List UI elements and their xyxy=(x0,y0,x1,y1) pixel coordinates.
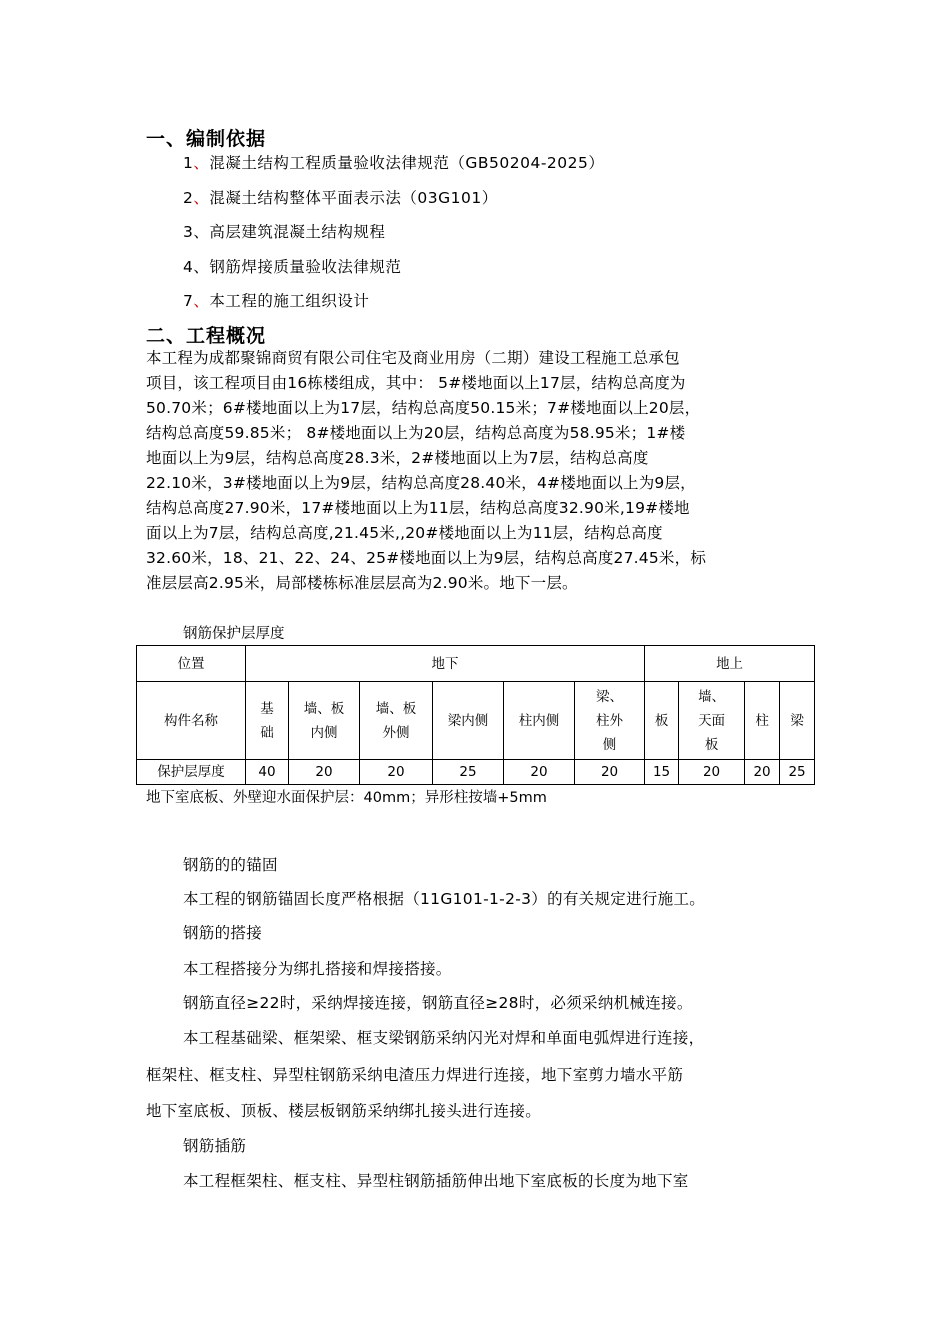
cell-component-label: 构件名称 xyxy=(137,682,246,760)
paragraph-connection-1: 本工程基础梁、框架梁、框支梁钢筋采纳闪光对焊和单面电弧焊进行连接， xyxy=(183,1029,705,1047)
basis-item-separator: 、 xyxy=(193,223,210,241)
basis-item-1 xyxy=(183,151,604,173)
basis-item-separator: 、 xyxy=(193,154,210,172)
subheading-dowel-bars: 钢筋插筋 xyxy=(183,1137,247,1155)
cell-component-column: 柱 xyxy=(745,682,780,760)
overview-line: 22.10米，3#楼地面以上为9层，结构总高度28.40米，4#楼地面以上为9层， xyxy=(146,474,696,492)
cell-thickness-value: 20 xyxy=(360,760,433,785)
overview-line: 结构总高度59.85米； 8#楼地面以上为20层，结构总高度为58.95米；1#楼 xyxy=(146,424,686,442)
cell-thickness-value: 40 xyxy=(246,760,289,785)
basis-item-separator: 、 xyxy=(193,189,210,207)
cell-thickness-value: 20 xyxy=(289,760,360,785)
basis-item-separator: 、 xyxy=(193,292,210,310)
cell-thickness-value: 20 xyxy=(575,760,645,785)
basis-item-number: 4 xyxy=(183,258,194,276)
table-row-thickness xyxy=(137,760,815,785)
paragraph-dowel-bars: 本工程框架柱、框支柱、异型柱钢筋插筋伸出地下室底板的长度为地下室 xyxy=(183,1172,689,1190)
basis-item-number: 3 xyxy=(183,223,194,241)
cell-thickness-value: 15 xyxy=(645,760,679,785)
subheading-lap-splice: 钢筋的搭接 xyxy=(183,924,263,942)
subheading-anchorage: 钢筋的的锚固 xyxy=(183,856,278,874)
cell-component-wall-roof-slab: 墙、 天面 板 xyxy=(679,682,745,760)
cell-component-beam-column-outer: 梁、 柱外 侧 xyxy=(575,682,645,760)
table-row-position xyxy=(137,646,815,682)
table-row-component xyxy=(137,682,815,760)
paragraph-lap-splice: 本工程搭接分为绑扎搭接和焊接搭接。 xyxy=(183,960,452,978)
overview-line: 32.60米，18、21、22、24、25#楼地面以上为9层，结构总高度27.45米，标 xyxy=(146,549,707,567)
cell-component-wall-slab-inner: 墙、板 内侧 xyxy=(289,682,360,760)
overview-line: 结构总高度27.90米，17#楼地面以上为11层，结构总高度32.90米,19#楼地 xyxy=(146,499,690,517)
overview-line: 面以上为7层，结构总高度,21.45米,,20#楼地面以上为11层，结构总高度 xyxy=(146,524,663,542)
cell-thickness-value: 20 xyxy=(679,760,745,785)
cell-thickness-value: 25 xyxy=(780,760,815,785)
cell-component-wall-slab-outer: 墙、板 外侧 xyxy=(360,682,433,760)
basis-item-number: 1 xyxy=(183,154,194,172)
cell-component-beam-inner: 梁内侧 xyxy=(433,682,504,760)
overview-line: 地面以上为9层，结构总高度28.3米，2#楼地面以上为7层，结构总高度 xyxy=(146,449,649,467)
basis-item-text: 钢筋焊接质量验收法律规范 xyxy=(209,258,402,276)
cell-aboveground-header: 地上 xyxy=(645,646,815,682)
overview-line: 本工程为成都聚锦商贸有限公司住宅及商业用房（二期）建设工程施工总承包 xyxy=(146,349,680,367)
overview-line: 项目，该工程项目由16栋楼组成，其中： 5#楼地面以上17层，结构总高度为 xyxy=(146,374,686,392)
basis-item-4 xyxy=(183,255,401,277)
cell-component-column-inner: 柱内侧 xyxy=(504,682,575,760)
table-caption: 钢筋保护层厚度 xyxy=(183,626,285,642)
overview-paragraph xyxy=(146,346,706,596)
cell-thickness-value: 20 xyxy=(745,760,780,785)
overview-line: 50.70米；6#楼地面以上为17层，结构总高度50.15米；7#楼地面以上20层， xyxy=(146,399,701,417)
basis-item-number: 2 xyxy=(183,189,194,207)
cell-thickness-value: 25 xyxy=(433,760,504,785)
basis-item-7 xyxy=(183,289,369,311)
basis-item-text: 混凝土结构整体平面表示法（03G101） xyxy=(209,189,498,207)
basis-item-text: 本工程的施工组织设计 xyxy=(209,292,370,310)
section-heading-overview: 二、工程概况 xyxy=(146,325,267,347)
basis-item-number: 7 xyxy=(183,292,194,310)
cover-thickness-table xyxy=(136,645,815,785)
cell-underground-header: 地下 xyxy=(246,646,645,682)
basis-item-2 xyxy=(183,186,498,208)
table-note: 地下室底板、外壁迎水面保护层：40mm；异形柱按墙+5mm xyxy=(146,790,547,806)
cell-position-label: 位置 xyxy=(137,646,246,682)
cell-thickness-label: 保护层厚度 xyxy=(137,760,246,785)
basis-item-3 xyxy=(183,220,385,242)
cell-thickness-value: 20 xyxy=(504,760,575,785)
paragraph-connection-2: 框架柱、框支柱、异型柱钢筋采纳电渣压力焊进行连接，地下室剪力墙水平筋 xyxy=(146,1066,684,1084)
cell-component-foundation: 基 础 xyxy=(246,682,289,760)
overview-line: 准层层高2.95米，局部楼栋标准层层高为2.90米。地下一层。 xyxy=(146,574,578,592)
paragraph-diameter-rule: 钢筋直径≥22时，采纳焊接连接，钢筋直径≥28时，必须采纳机械连接。 xyxy=(183,994,693,1012)
paragraph-anchorage: 本工程的钢筋锚固长度严格根据（11G101-1-2-3）的有关规定进行施工。 xyxy=(183,890,706,908)
basis-item-text: 混凝土结构工程质量验收法律规范（GB50204-2025） xyxy=(209,154,605,172)
section-heading-basis: 一、编制依据 xyxy=(146,128,267,150)
basis-item-text: 高层建筑混凝土结构规程 xyxy=(209,223,386,241)
paragraph-connection-3: 地下室底板、顶板、楼层板钢筋采纳绑扎接头进行连接。 xyxy=(146,1102,542,1120)
basis-item-separator: 、 xyxy=(193,258,210,276)
cell-component-slab: 板 xyxy=(645,682,679,760)
cell-component-beam: 梁 xyxy=(780,682,815,760)
